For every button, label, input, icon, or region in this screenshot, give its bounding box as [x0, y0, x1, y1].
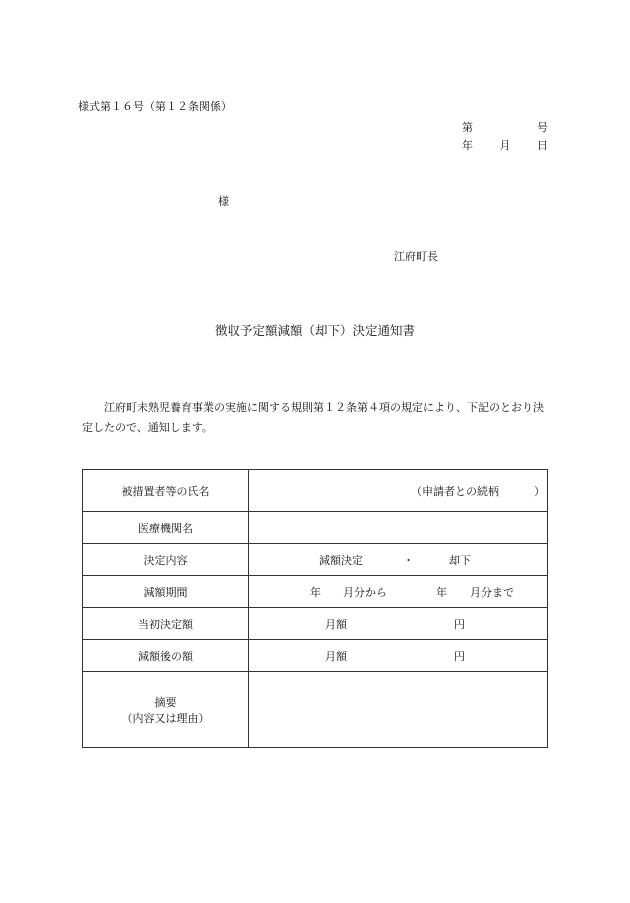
period-end-month: 月分まで [470, 585, 514, 599]
label-recipient-name: 被措置者等の氏名 [83, 470, 249, 512]
value-initial-amount [249, 608, 548, 640]
label-medical-institution: 医療機関名 [83, 512, 249, 544]
relation-close: ） [534, 484, 545, 498]
sender-name: 江府町長 [394, 250, 438, 263]
value-recipient-name [249, 470, 548, 512]
table-row-period [83, 576, 548, 608]
date-year: 年 [462, 139, 473, 152]
decision-table [82, 469, 548, 748]
date-day: 日 [537, 139, 548, 152]
table-row-initial-amount [83, 608, 548, 640]
value-reduced-amount [249, 640, 548, 672]
date-month: 月 [499, 139, 511, 152]
value-period [249, 576, 548, 608]
table-row-recipient [83, 470, 548, 512]
remarks-sublabel: （内容又は理由） [121, 711, 210, 725]
document-number [462, 119, 548, 135]
remarks-label: 摘要 [154, 695, 177, 709]
initial-yen-label: 円 [454, 617, 465, 631]
label-decision: 決定内容 [83, 544, 249, 576]
reduced-monthly-label: 月額 [325, 649, 347, 663]
reduced-yen-label: 円 [454, 649, 465, 663]
table-row-remarks [83, 672, 548, 748]
period-start-month: 月分から [343, 585, 387, 599]
value-decision [249, 544, 548, 576]
option-reduction: 減額決定 [319, 553, 363, 567]
label-remarks [83, 672, 249, 748]
value-medical-institution [249, 512, 548, 544]
initial-monthly-label: 月額 [325, 617, 347, 631]
addressee-honorific: 様 [218, 195, 229, 208]
document-title: 徴収予定額減額（却下）決定通知書 [214, 323, 415, 338]
table-row-reduced-amount [83, 640, 548, 672]
issue-date [462, 137, 548, 153]
document-number-prefix: 第 [462, 121, 473, 134]
body-paragraph: 江府町未熟児養育事業の実施に関する規則第１２条第４項の規定により、下記のとおり決定したので、通知します。 [82, 401, 544, 434]
document-number-suffix: 号 [537, 121, 548, 134]
period-end-year: 年 [436, 585, 447, 599]
option-rejection: 却下 [449, 553, 471, 567]
label-period: 減額期間 [83, 576, 249, 608]
table-row-institution [83, 512, 548, 544]
label-reduced-amount: 減額後の額 [83, 640, 249, 672]
period-start-year: 年 [310, 585, 321, 599]
option-separator: ・ [403, 553, 414, 567]
label-initial-amount: 当初決定額 [83, 608, 249, 640]
relation-label: （申請者との続柄 [411, 484, 499, 498]
form-number: 様式第１６号（第１２条関係） [78, 100, 232, 113]
value-remarks [249, 672, 548, 748]
table-row-decision [83, 544, 548, 576]
